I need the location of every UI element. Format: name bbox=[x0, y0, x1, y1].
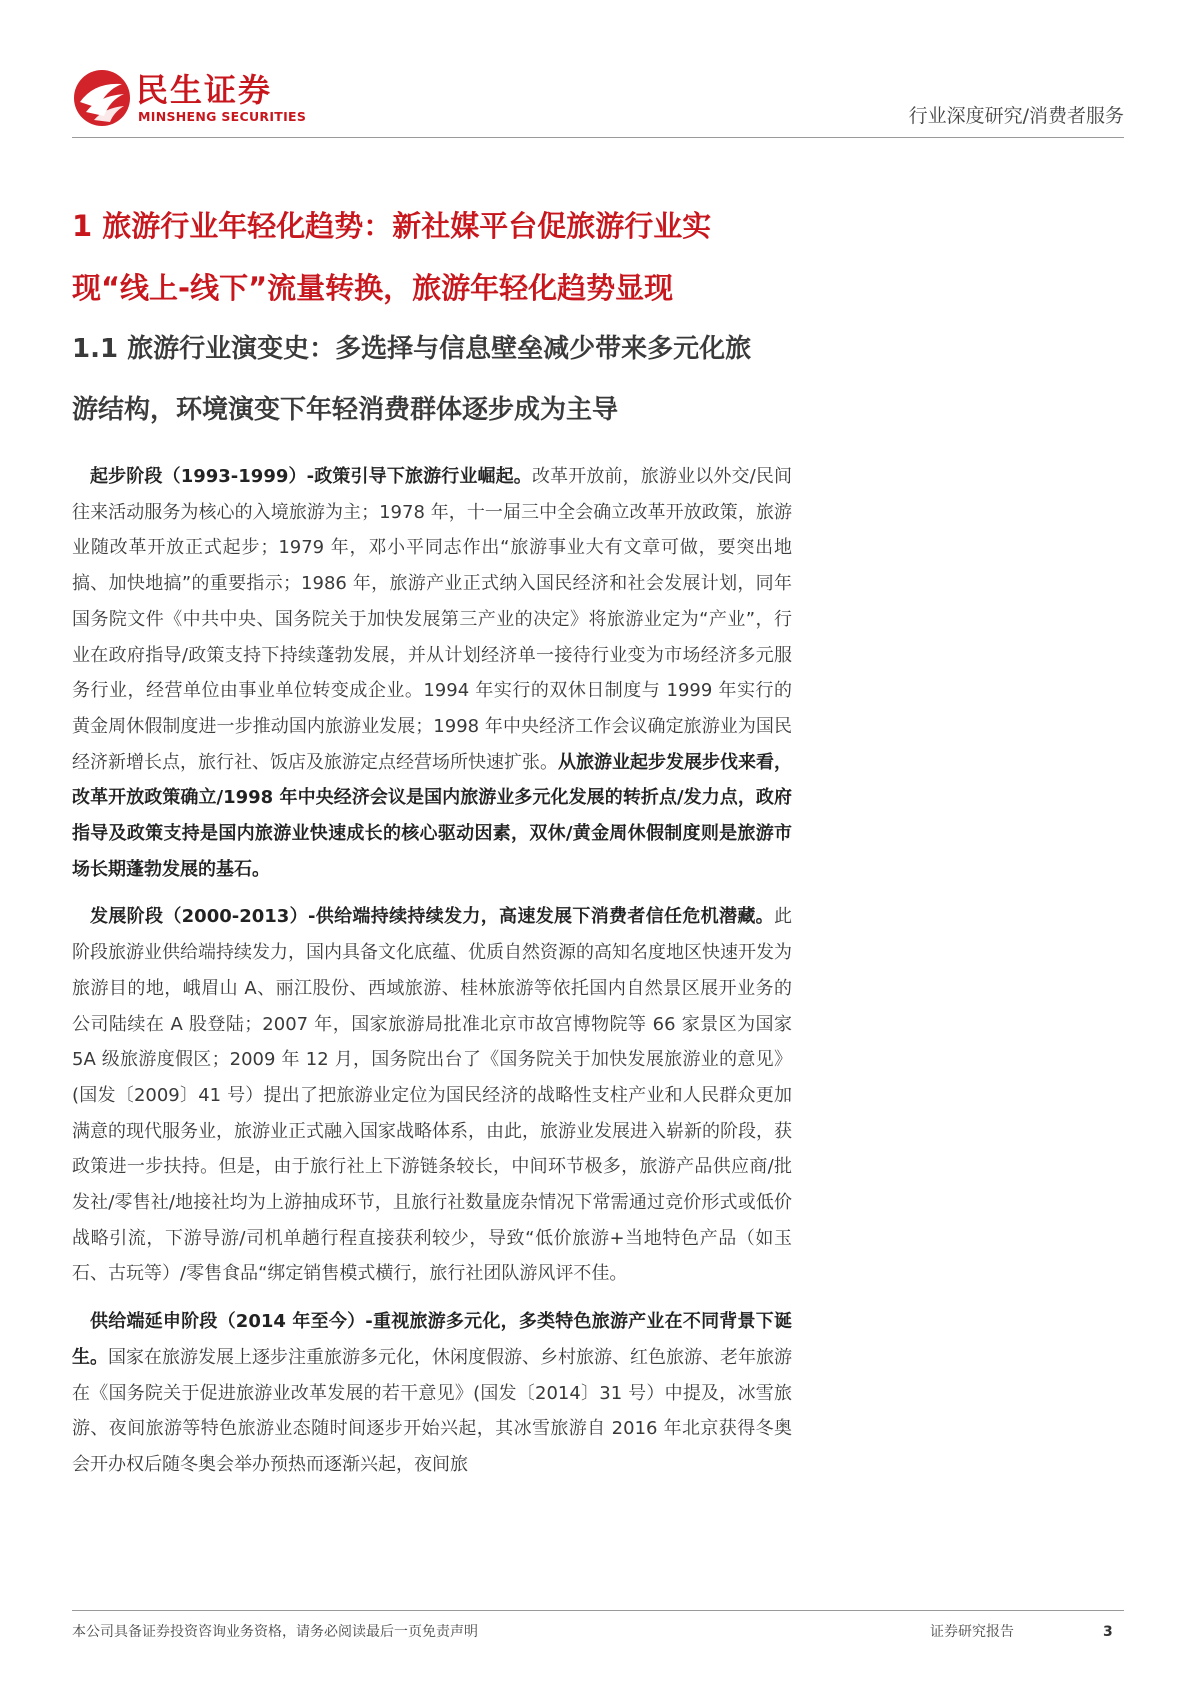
subsection-title-line-2: 游结构，环境演变下年轻消费群体逐步成为主导 bbox=[72, 395, 619, 425]
report-category: 行业深度研究/消费者服务 bbox=[908, 105, 1124, 127]
paragraph-body: 改革开放前，旅游业以外交/民间往来活动服务为核心的入境旅游为主；1978 年，十一届三中全会确立改革开放政策，旅游业随改革开放正式起步；1979 年，邓小平同志作出“旅游事业大有文章可做，要突出地搞、加快地搞”的重要指示；1986 年，旅游产业正式纳入国民经济和社会发展计划，同年国务院文件《中共中央、国务院关于加快发展第三产业的决定》将旅游业定为“产业”，行业在政府指导/政策支持下持续蓬勃发展，并从计划经济单一接待行业变为市场经济多元服务行业，经营单位由事业单位转变成企业。1994 年实行的双休日制度与 1999 年实行的黄金周休假制度进一步推动国内旅游业发展；1998 年中央经济工作会议确定旅游业为国民经济新增长点，旅行社、饭店及旅游定点经营场所快速扩张。 bbox=[72, 466, 792, 773]
header-divider bbox=[72, 137, 1124, 138]
footer-disclaimer: 本公司具备证券投资咨询业务资格，请务必阅读最后一页免责声明 bbox=[72, 1624, 478, 1640]
paragraph-startup-stage bbox=[72, 459, 792, 887]
footer-report-type: 证券研究报告 bbox=[930, 1624, 1014, 1640]
section-headings bbox=[72, 195, 792, 441]
paragraph-development-stage bbox=[72, 899, 792, 1292]
minsheng-logo-icon bbox=[72, 68, 132, 128]
section-title-line-1: 1 旅游行业年轻化趋势：新社媒平台促旅游行业实 bbox=[72, 209, 712, 243]
footer-divider bbox=[72, 1610, 1124, 1611]
paragraph-body: 国家在旅游发展上逐步注重旅游多元化，休闲度假游、乡村旅游、红色旅游、老年旅游在《国务院关于促进旅游业改革发展的若干意见》(国发〔2014〕31 号）中提及，冰雪旅游、夜间旅游等特色旅游业态随时间逐步开始兴起，其冰雪旅游自 2016 年北京获得冬奥会开办权后随冬奥会举办预热而逐渐兴起，夜间旅 bbox=[72, 1346, 792, 1475]
brand-name-en: MINSHENG SECURITIES bbox=[138, 109, 307, 124]
section-title-line-2: 现“线上-线下”流量转换，旅游年轻化趋势显现 bbox=[72, 271, 674, 305]
paragraph-lead: 发展阶段（2000-2013）-供给端持续持续发力，高速发展下消费者信任危机潜藏。 bbox=[90, 906, 774, 928]
page-header bbox=[0, 0, 1190, 140]
paragraph-lead: 供给端延申阶段（2014 年至今）-重视旅游多元化，多类特色旅游产业在不同背景下诞生。 bbox=[72, 1311, 792, 1368]
main-content bbox=[72, 195, 792, 1495]
paragraph-conclusion: 从旅游业起步发展步伐来看，改革开放政策确立/1998 年中央经济会议是国内旅游业多元化发展的转折点/发力点，政府指导及政策支持是国内旅游业快速成长的核心驱动因素，双休/黄金周休假制度则是旅游市场长期蓬勃发展的基石。 bbox=[72, 751, 792, 880]
paragraph-extension-stage bbox=[72, 1304, 792, 1483]
brand-name-cn: 民生证券 bbox=[136, 71, 273, 109]
page-number: 3 bbox=[1103, 1624, 1113, 1640]
subsection-title-line-1: 1.1 旅游行业演变史：多选择与信息壁垒减少带来多元化旅 bbox=[72, 334, 752, 364]
paragraph-lead: 起步阶段（1993-1999）-政策引导下旅游行业崛起。 bbox=[90, 466, 532, 487]
paragraph-body: 此阶段旅游业供给端持续发力，国内具备文化底蕴、优质自然资源的高知名度地区快速开发为旅游目的地，峨眉山 A、丽江股份、西域旅游、桂林旅游等依托国内自然景区展开业务的公司陆续在 A 股登陆；2007 年，国家旅游局批准北京市故宫博物院等 66 家景区为国家 5A 级旅游度假区；2009 年 12 月，国务院出台了《国务院关于加快发展旅游业的意见》(国发〔2009〕41 号）提出了把旅游业定位为国民经济的战略性支柱产业和人民群众更加满意的现代服务业，旅游业正式融入国家战略体系，由此，旅游业发展进入崭新的阶段，获政策进一步扶持。但是，由于旅行社上下游链条较长，中间环节极多，旅游产品供应商/批发社/零售社/地接社均为上游抽成环节，且旅行社数量庞杂情况下常需通过竞价形式或低价战略引流，下游导游/司机单趟行程直接获利较少，导致“低价旅游+当地特色产品（如玉石、古玩等）/零售食品“绑定销售模式横行，旅行社团队游风评不佳。 bbox=[72, 906, 792, 1285]
